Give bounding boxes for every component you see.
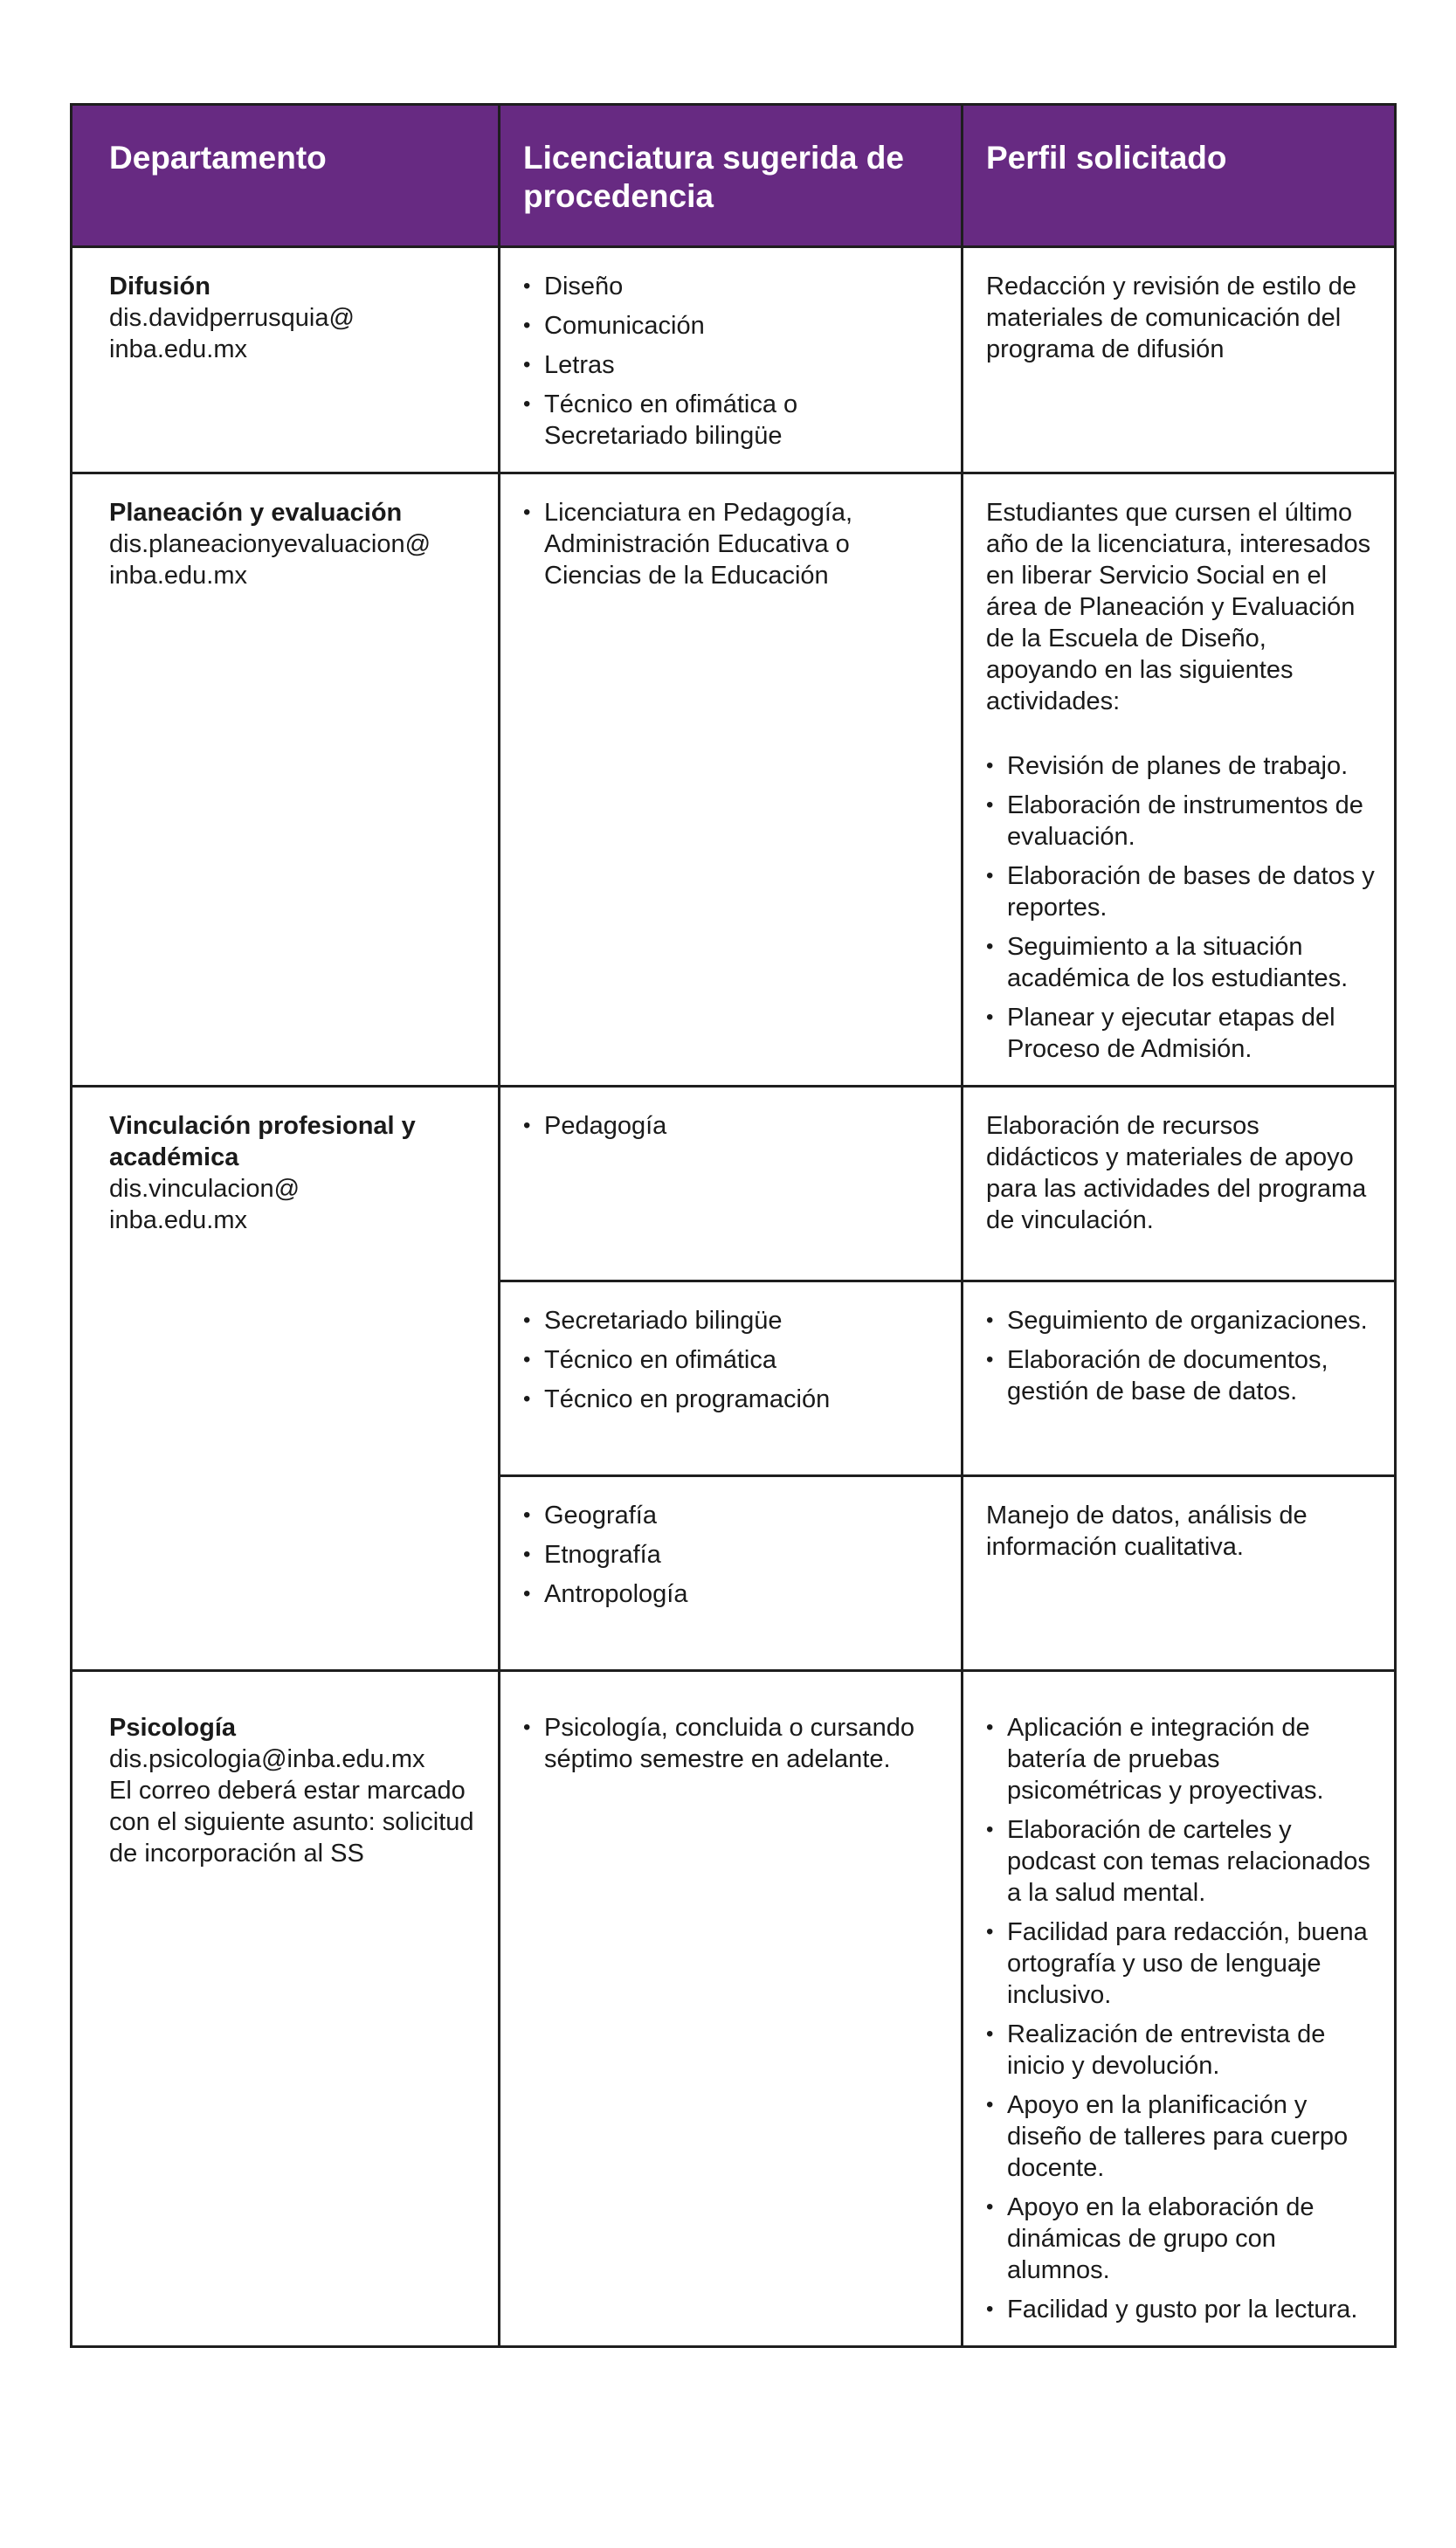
dept-name: Planeación y evaluación xyxy=(109,499,403,527)
dept-contact: inba.edu.mx xyxy=(109,335,247,363)
list-item: • Seguimiento de organizaciones. xyxy=(986,1305,1377,1336)
profile-cell xyxy=(963,1671,1396,2347)
service-table xyxy=(70,103,1397,2348)
list-item: • Psicología, concluida o cursando séptimo semestre en adelante. xyxy=(523,1712,943,1775)
list-item: • Técnico en ofimática xyxy=(523,1344,943,1376)
list-item: • Comunicación xyxy=(523,310,943,342)
list-item: • Elaboración de instrumentos de evaluación. xyxy=(986,790,1377,853)
list-item: • Antropología xyxy=(523,1578,943,1610)
dept-contact: dis.vinculacion@ xyxy=(109,1175,300,1203)
list-item: • Etnografía xyxy=(523,1539,943,1571)
list-item: • Secretariado bilingüe xyxy=(523,1305,943,1336)
table-header-row xyxy=(72,105,1396,247)
dept-contact: El correo deberá estar marcado con el siguiente asunto: solicitud de incorporación al SS xyxy=(109,1777,474,1868)
dept-name: Difusión xyxy=(109,273,210,300)
dept-contact: dis.psicologia@inba.edu.mx xyxy=(109,1745,425,1773)
list-item: • Seguimiento a la situación académica de los estudiantes. xyxy=(986,931,1377,994)
list-item: • Pedagogía xyxy=(523,1110,943,1142)
profile-text: Manejo de datos, análisis de información cualitativa. xyxy=(986,1502,1308,1561)
degrees-cell xyxy=(500,473,963,1087)
table-row xyxy=(72,473,1396,1087)
table-row xyxy=(72,1087,1396,1281)
list-item: • Licenciatura en Pedagogía, Administración Educativa o Ciencias de la Educación xyxy=(523,497,943,591)
table-row xyxy=(72,247,1396,473)
list-item: • Diseño xyxy=(523,271,943,302)
table-row xyxy=(72,1671,1396,2347)
profile-cell xyxy=(963,473,1396,1087)
list-item: • Facilidad y gusto por la lectura. xyxy=(986,2294,1377,2325)
dept-cell-planeacion xyxy=(72,473,500,1087)
degrees-cell xyxy=(500,1476,963,1671)
degrees-cell xyxy=(500,1281,963,1476)
list-item: • Técnico en programación xyxy=(523,1384,943,1415)
degrees-cell xyxy=(500,247,963,473)
list-item: • Revisión de planes de trabajo. xyxy=(986,750,1377,782)
list-item: • Letras xyxy=(523,349,943,381)
list-item: • Aplicación e integración de batería de pruebas psicométricas y proyectivas. xyxy=(986,1712,1377,1806)
list-item: • Facilidad para redacción, buena ortografía y uso de lenguaje inclusivo. xyxy=(986,1916,1377,2011)
list-item: • Planear y ejecutar etapas del Proceso de Admisión. xyxy=(986,1002,1377,1065)
dept-contact: dis.davidperrusquia@ xyxy=(109,304,355,332)
profile-text: Estudiantes que cursen el último año de la licenciatura, interesados en liberar Servicio Social en el área de Planeación y Evaluación de la Escuela de Diseño, apoyando en las siguientes actividades: xyxy=(986,499,1371,715)
list-item: • Apoyo en la planificación y diseño de talleres para cuerpo docente. xyxy=(986,2089,1377,2184)
list-item: • Geografía xyxy=(523,1500,943,1531)
dept-name: Psicología xyxy=(109,1714,237,1742)
profile-text: Elaboración de recursos didácticos y materiales de apoyo para las actividades del programa de vinculación. xyxy=(986,1112,1367,1234)
list-item: • Técnico en ofimática o Secretariado bilingüe xyxy=(523,389,943,452)
profile-cell xyxy=(963,1281,1396,1476)
dept-name: Vinculación profesional y académica xyxy=(109,1112,416,1171)
dept-contact: inba.edu.mx xyxy=(109,1206,247,1234)
profile-cell xyxy=(963,1476,1396,1671)
dept-contact: inba.edu.mx xyxy=(109,562,247,590)
degrees-cell xyxy=(500,1671,963,2347)
list-item: • Elaboración de carteles y podcast con temas relacionados a la salud mental. xyxy=(986,1814,1377,1909)
degrees-cell xyxy=(500,1087,963,1281)
dept-cell-vinculacion xyxy=(72,1087,500,1671)
list-item: • Elaboración de documentos, gestión de base de datos. xyxy=(986,1344,1377,1407)
list-item: • Apoyo en la elaboración de dinámicas de grupo con alumnos. xyxy=(986,2192,1377,2286)
header-departamento: Departamento xyxy=(72,105,500,247)
profile-cell xyxy=(963,247,1396,473)
profile-text: Redacción y revisión de estilo de materiales de comunicación del programa de difusión xyxy=(986,273,1356,363)
header-perfil: Perfil solicitado xyxy=(963,105,1396,247)
header-licenciatura: Licenciatura sugerida de procedencia xyxy=(500,105,963,247)
dept-contact: dis.planeacionyevaluacion@ xyxy=(109,530,431,558)
dept-cell-difusion xyxy=(72,247,500,473)
list-item: • Elaboración de bases de datos y reportes. xyxy=(986,860,1377,923)
profile-cell xyxy=(963,1087,1396,1281)
dept-cell-psicologia xyxy=(72,1671,500,2347)
service-table-container xyxy=(70,103,1394,2348)
list-item: • Realización de entrevista de inicio y devolución. xyxy=(986,2019,1377,2082)
